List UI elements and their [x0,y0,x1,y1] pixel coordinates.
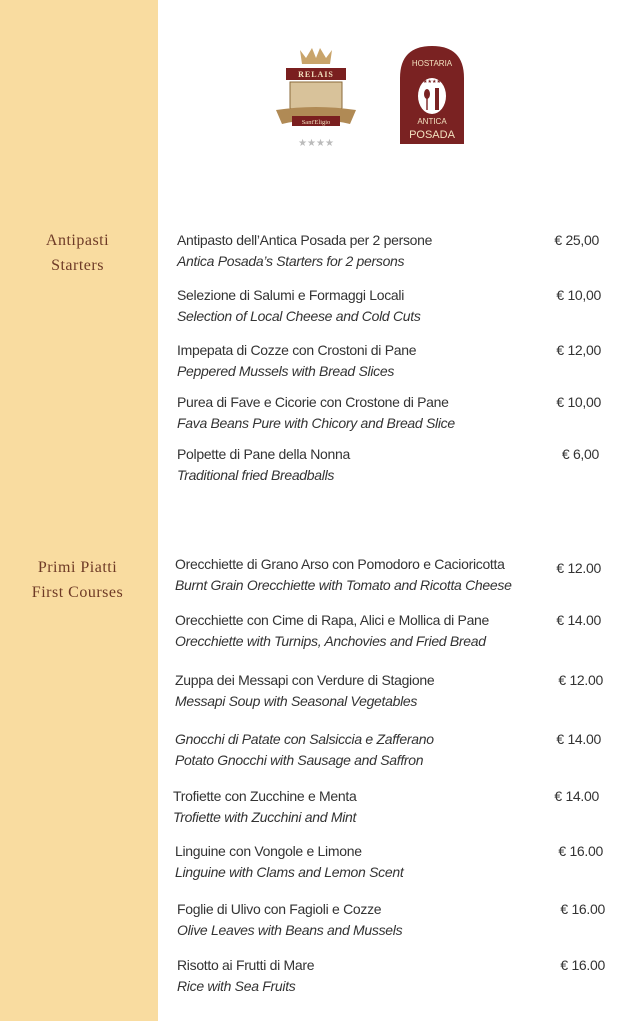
menu-item [177,230,607,272]
item-price: € 14.00 [556,731,601,747]
item-name-italian: Selezione di Salumi e Formaggi Locali [177,287,405,303]
item-name-english: Peppered Mussels with Bread Slices [177,363,395,379]
menu-item [175,841,605,883]
item-name-english: Burnt Grain Orecchiette with Tomato and Ricotta Cheese [175,577,512,593]
item-price: € 14.00 [556,612,601,628]
item-name-italian: Orecchiette con Cime di Rapa, Alici e Mollica di Pane [175,612,490,628]
section-title-primi [0,555,155,605]
item-price: € 14.00 [554,788,599,804]
section-title-antipasti [0,228,155,278]
hostaria-antica-posada-logo [398,44,466,144]
item-name-italian: Gnocchi di Patate con Salsiccia e Zafferano [175,731,434,747]
item-name-italian: Zuppa dei Messapi con Verdure di Stagione [175,672,435,688]
item-name-english: Rice with Sea Fruits [177,978,296,994]
item-price: € 16.00 [558,843,603,859]
item-name-italian: Antipasto dell’Antica Posada per 2 persone [177,232,433,248]
item-name-english: Traditional fried Breadballs [177,467,335,483]
sidebar-band [0,0,158,1021]
menu-item [177,955,607,997]
item-name-english: Selection of Local Cheese and Cold Cuts [177,308,421,324]
svg-text:★★★★: ★★★★ [298,138,334,149]
item-name-english: Olive Leaves with Beans and Mussels [177,922,403,938]
item-name-english: Orecchiette with Turnips, Anchovies and Fried Bread [175,633,486,649]
item-price: € 10,00 [556,394,601,410]
menu-item [177,285,607,327]
item-price: € 10,00 [556,287,601,303]
svg-text:Sant'Eligio: Sant'Eligio [301,119,331,126]
item-name-italian: Trofiette con Zucchine e Menta [173,788,357,804]
menu-item [175,610,605,652]
item-price: € 16.00 [560,901,605,917]
item-name-english: Messapi Soup with Seasonal Vegetables [175,693,418,709]
svg-text:POSADA: POSADA [409,129,455,141]
menu-item [175,729,605,771]
section-title-english: First Courses [31,584,124,601]
item-name-english: Potato Gnocchi with Sausage and Saffron [175,752,424,768]
menu-item [177,444,607,486]
item-price: € 25,00 [554,232,599,248]
item-name-english: Linguine with Clams and Lemon Scent [175,864,404,880]
item-name-italian: Impepata di Cozze con Crostoni di Pane [177,342,417,358]
svg-text:HOSTARIA: HOSTARIA [411,59,453,68]
item-name-english: Trofiette with Zucchini and Mint [173,809,357,825]
section-title-italian: Primi Piatti [37,559,118,576]
section-title-english: Starters [51,257,104,274]
item-price: € 12,00 [556,342,601,358]
item-name-italian: Foglie di Ulivo con Fagioli e Cozze [177,901,382,917]
item-name-italian: Orecchiette di Grano Arso con Pomodoro e Cacioricotta [175,556,505,572]
item-price: € 12.00 [556,560,601,576]
item-price: € 16.00 [560,957,605,973]
section-title-italian: Antipasti [45,232,110,249]
svg-text:RELAIS: RELAIS [298,70,334,79]
item-name-italian: Risotto ai Frutti di Mare [177,957,315,973]
menu-item [177,899,607,941]
item-name-italian: Polpette di Pane della Nonna [177,446,350,462]
item-price: € 6,00 [561,446,599,462]
menu-item [175,554,605,596]
menu-item [177,340,607,382]
item-name-italian: Linguine con Vongole e Limone [175,843,362,859]
item-name-english: Antica Posada’s Starters for 2 persons [177,253,405,269]
item-name-english: Fava Beans Pure with Chicory and Bread Slice [177,415,455,431]
item-price: € 12.00 [558,672,603,688]
menu-item [173,786,603,828]
svg-text:★★★★: ★★★★ [423,79,441,85]
item-name-italian: Purea di Fave e Cicorie con Crostone di Pane [177,394,449,410]
relais-sant-eligio-logo [272,46,360,150]
menu-item [175,670,605,712]
menu-item [177,392,607,434]
svg-text:ANTICA: ANTICA [417,117,447,126]
